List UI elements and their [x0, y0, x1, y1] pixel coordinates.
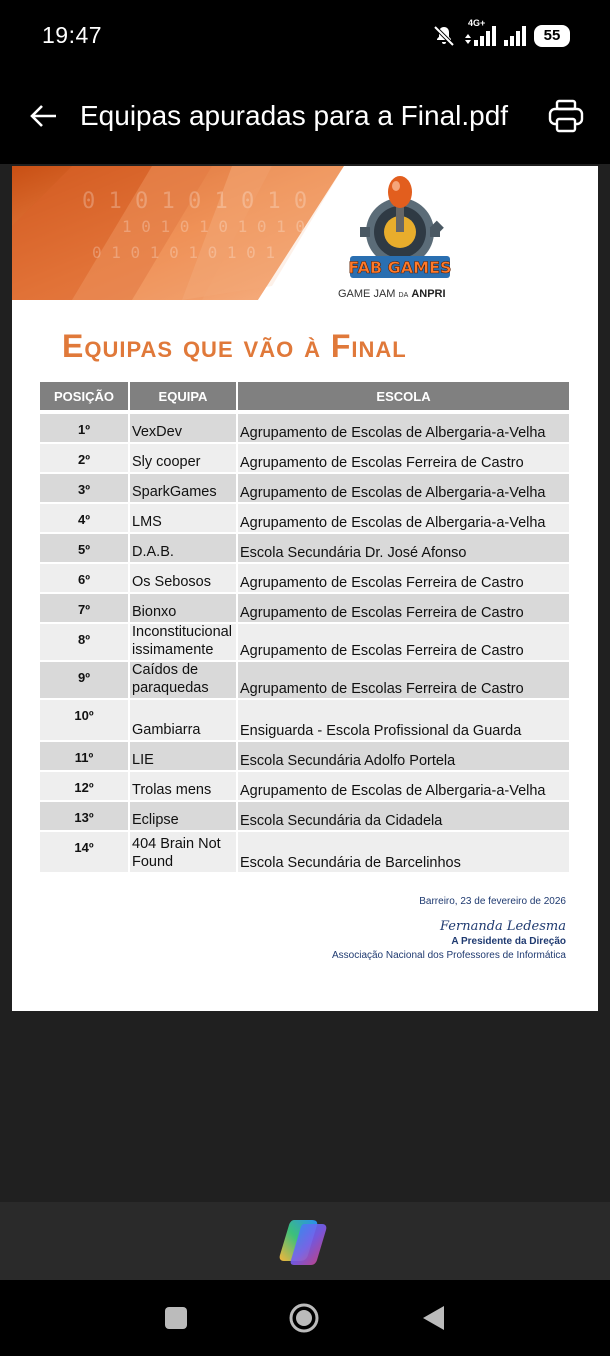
mute-bell-icon [432, 24, 456, 48]
cell-team [130, 700, 238, 740]
logo-subtitle-gamejam: GAME JAM [338, 288, 396, 300]
cell-school [238, 802, 569, 830]
signature-block [332, 896, 566, 961]
cell-school [238, 474, 569, 502]
app-bar [0, 72, 610, 164]
cell-position: 14º [40, 832, 130, 872]
cell-school-text: Escola Secundária Adolfo Portela [240, 753, 456, 769]
system-nav-bar [0, 1280, 610, 1356]
cell-school [238, 534, 569, 562]
document-title: Equipas apuradas para a Final.pdf [80, 100, 509, 131]
cell-team [130, 662, 238, 698]
pdf-viewer[interactable] [0, 164, 610, 1202]
cell-team [130, 624, 238, 660]
cell-team-text: Os Sebosos [132, 574, 211, 590]
cell-school-text: Escola Secundária da Cidadela [240, 813, 443, 829]
table-row [40, 504, 569, 534]
home-icon[interactable] [288, 1302, 320, 1334]
cell-position: 8º [40, 624, 130, 660]
cell-school [238, 414, 569, 442]
cell-signal-icon [502, 24, 528, 48]
cell-team-text: 404 Brain Not Found [132, 836, 221, 870]
cell-position: 12º [40, 772, 130, 800]
network-type-label: 4G+ [468, 18, 486, 28]
cell-signal-4g-icon [462, 18, 496, 48]
header-team: EQUIPA [130, 382, 238, 410]
cell-position: 3º [40, 474, 130, 502]
cell-school-text: Agrupamento de Escolas de Albergaria-a-Velha [240, 485, 546, 501]
cell-team [130, 802, 238, 830]
table-row [40, 832, 569, 874]
cell-position: 7º [40, 594, 130, 622]
logo-subtitle-da: DA [398, 292, 409, 299]
signer-role: A Presidente da Direção [451, 936, 566, 947]
cell-school-text: Agrupamento de Escolas Ferreira de Castro [240, 455, 524, 471]
table-row [40, 444, 569, 474]
cell-team [130, 772, 238, 800]
header-banner [12, 166, 598, 300]
printer-icon[interactable] [546, 96, 586, 136]
cell-school-text: Escola Secundária de Barcelinhos [240, 855, 461, 871]
cell-position: 1º [40, 414, 130, 442]
table-row [40, 742, 569, 772]
cell-school-text: Agrupamento de Escolas Ferreira de Castro [240, 605, 524, 621]
table-header [40, 382, 569, 410]
svg-text:0 1 0 1 0 1 0 1 0: 0 1 0 1 0 1 0 1 0 [82, 189, 308, 214]
cell-position: 5º [40, 534, 130, 562]
table-row [40, 662, 569, 700]
header-school: ESCOLA [376, 388, 431, 404]
cell-team [130, 594, 238, 622]
recents-icon[interactable] [160, 1302, 192, 1334]
cell-team [130, 414, 238, 442]
cell-position: 11º [40, 742, 130, 770]
cell-school [238, 564, 569, 592]
cell-school [238, 504, 569, 532]
copilot-icon[interactable] [278, 1216, 332, 1266]
cell-school-text: Agrupamento de Escolas Ferreira de Castro [240, 643, 524, 659]
cell-team-text: LMS [132, 514, 162, 530]
cell-team [130, 474, 238, 502]
table-body [40, 414, 569, 874]
back-triangle-icon[interactable] [418, 1302, 450, 1334]
association-name: Associação Nacional dos Professores de Informática [331, 950, 566, 961]
status-icons [432, 18, 570, 50]
place-date: Barreiro, 23 de fevereiro de 2026 [419, 896, 566, 907]
cell-team-text: D.A.B. [132, 544, 174, 560]
cell-school [238, 624, 569, 660]
cell-team [130, 534, 238, 562]
table-row [40, 594, 569, 624]
cell-team [130, 832, 238, 872]
table-row [40, 772, 569, 802]
cell-school-text: Agrupamento de Escolas de Albergaria-a-Velha [240, 515, 546, 531]
cell-position: 10º [40, 700, 130, 740]
clock: 19:47 [42, 22, 103, 48]
logo-subtitle [338, 288, 446, 300]
cell-school-text: Agrupamento de Escolas Ferreira de Castro [240, 681, 524, 697]
cell-position: 6º [40, 564, 130, 592]
cell-school-text: Agrupamento de Escolas de Albergaria-a-Velha [240, 783, 546, 799]
header-position: POSIÇÃO [40, 382, 130, 410]
teams-table [40, 382, 569, 874]
svg-text:0 1 0 1 0 1 0 1 0 1: 0 1 0 1 0 1 0 1 0 1 [92, 243, 276, 262]
battery-level: 55 [534, 25, 570, 47]
logo-subtitle-org: ANPRI [411, 288, 446, 300]
cell-school [238, 772, 569, 800]
cell-school [238, 594, 569, 622]
cell-school [238, 700, 569, 740]
table-row [40, 534, 569, 564]
cell-position: 2º [40, 444, 130, 472]
cell-team-text: Bionxo [132, 604, 177, 620]
fab-games-logo [330, 170, 470, 300]
arrow-left-icon[interactable] [26, 98, 62, 134]
signature: Fernanda Ledesma [439, 919, 566, 934]
cell-team-text: Caídos de paraquedas [132, 662, 209, 696]
status-bar [0, 0, 610, 72]
bottom-toolbar [0, 1202, 610, 1280]
cell-team-text: Inconstitucional issimamente [132, 624, 232, 658]
cell-school-text: Ensiguarda - Escola Profissional da Guarda [240, 723, 522, 739]
cell-position: 4º [40, 504, 130, 532]
cell-team-text: SparkGames [132, 484, 217, 500]
pdf-page [12, 166, 598, 1011]
cell-school-text: Agrupamento de Escolas de Albergaria-a-Velha [240, 425, 546, 441]
table-row [40, 564, 569, 594]
cell-team-text: Eclipse [132, 812, 179, 828]
cell-team [130, 742, 238, 770]
table-row [40, 474, 569, 504]
logo-text: FAB GAMES [348, 258, 452, 277]
cell-school-text: Agrupamento de Escolas Ferreira de Castro [240, 575, 524, 591]
cell-team-text: Gambiarra [132, 722, 201, 738]
cell-school [238, 832, 569, 872]
cell-school [238, 662, 569, 698]
cell-school-text: Escola Secundária Dr. José Afonso [240, 545, 467, 561]
table-row [40, 700, 569, 742]
cell-position: 13º [40, 802, 130, 830]
cell-school [238, 742, 569, 770]
cell-position: 9º [40, 662, 130, 698]
svg-text:1 0 1 0 1 0 1 0 1 0: 1 0 1 0 1 0 1 0 1 0 [122, 217, 306, 236]
cell-team [130, 564, 238, 592]
cell-team-text: Trolas mens [132, 782, 212, 798]
cell-school [238, 444, 569, 472]
doc-heading: Equipas que vão à Final [62, 328, 407, 364]
cell-team [130, 504, 238, 532]
table-row [40, 802, 569, 832]
table-row [40, 624, 569, 662]
cell-team-text: VexDev [132, 424, 182, 440]
cell-team-text: LIE [132, 752, 154, 768]
cell-team-text: Sly cooper [132, 454, 201, 470]
cell-team [130, 444, 238, 472]
table-row [40, 414, 569, 444]
